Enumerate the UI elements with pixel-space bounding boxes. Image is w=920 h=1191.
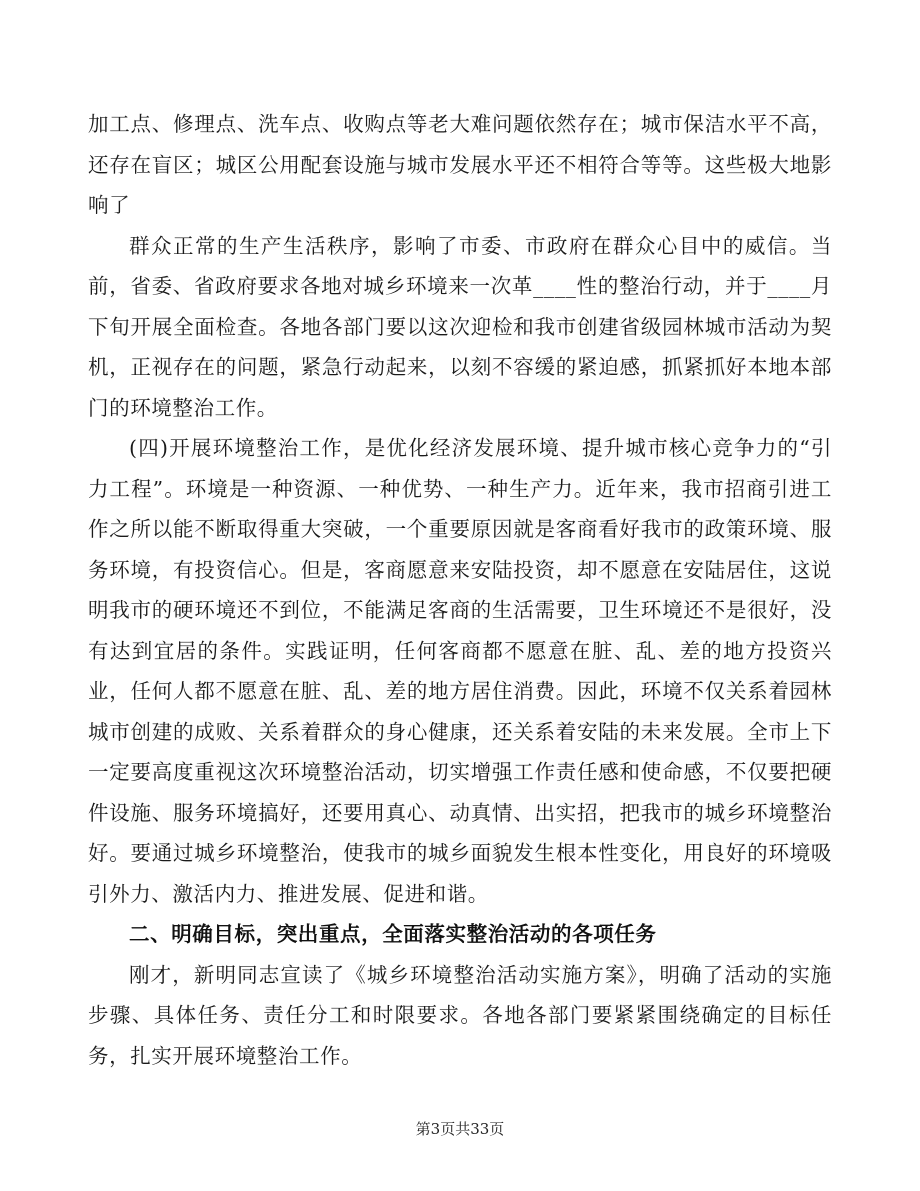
- paragraph-section-four: (四)开展环境整治工作，是优化经济发展环境、提升城市核心竞争力的“引力工程”。环境是一种资源、一种优势、一种生产力。近年来，我市招商引进工作之所以能不断取得重大突破，一个重要原因就是客商看好我市的政策环境、服务环境，有投资信心。但是，客商愿意来安陆投资，却不愿意在安陆居住，这说明我市的硬环境还不到位，不能满足客商的生活需要，卫生环境还不是很好，没有达到宜居的条件。实践证明，任何客商都不愿意在脏、乱、差的地方投资兴业，任何人都不愿意在脏、乱、差的地方居住消费。因此，环境不仅关系着园林城市创建的成败、关系着群众的身心健康，还关系着安陆的未来发展。全市上下一定要高度重视这次环境整治活动，切实增强工作责任感和使命感，不仅要把硬件设施、服务环境搞好，还要用真心、动真情、出实招，把我市的城乡环境整治好。要通过城乡环境整治，使我市的城乡面貌发生根本性变化，用良好的环境吸引外力、激活内力、推进发展、促进和谐。: [88, 436, 832, 906]
- section-heading: 二、明确目标，突出重点，全面落实整治活动的各项任务: [129, 922, 657, 946]
- page-number-footer: 第3页共33页: [415, 1120, 505, 1138]
- paragraph-continuation: 加工点、修理点、洗车点、收购点等老大难问题依然存在；城市保洁水平不高，还存在盲区；城区公用配套设施与城市发展水平还不相符合等等。这些极大地影响了: [88, 112, 832, 217]
- paragraph-public-order: 群众正常的生产生活秩序，影响了市委、市政府在群众心目中的威信。当前，省委、省政府要求各地对城乡环境来一次革____性的整治行动，并于____月下旬开展全面检查。各地各部门要以这次迎检和我市创建省级园林城市活动为契机，正视存在的问题，紧急行动起来，以刻不容缓的紧迫感，抓紧抓好本地本部门的环境整治工作。: [88, 233, 832, 420]
- document-body: [88, 104, 832, 1076]
- paragraph-implementation: 刚才，新明同志宣读了《城乡环境整治活动实施方案》，明确了活动的实施步骤、具体任务、责任分工和时限要求。各地各部门要紧紧围绕确定的目标任务，扎实开展环境整治工作。: [88, 962, 832, 1068]
